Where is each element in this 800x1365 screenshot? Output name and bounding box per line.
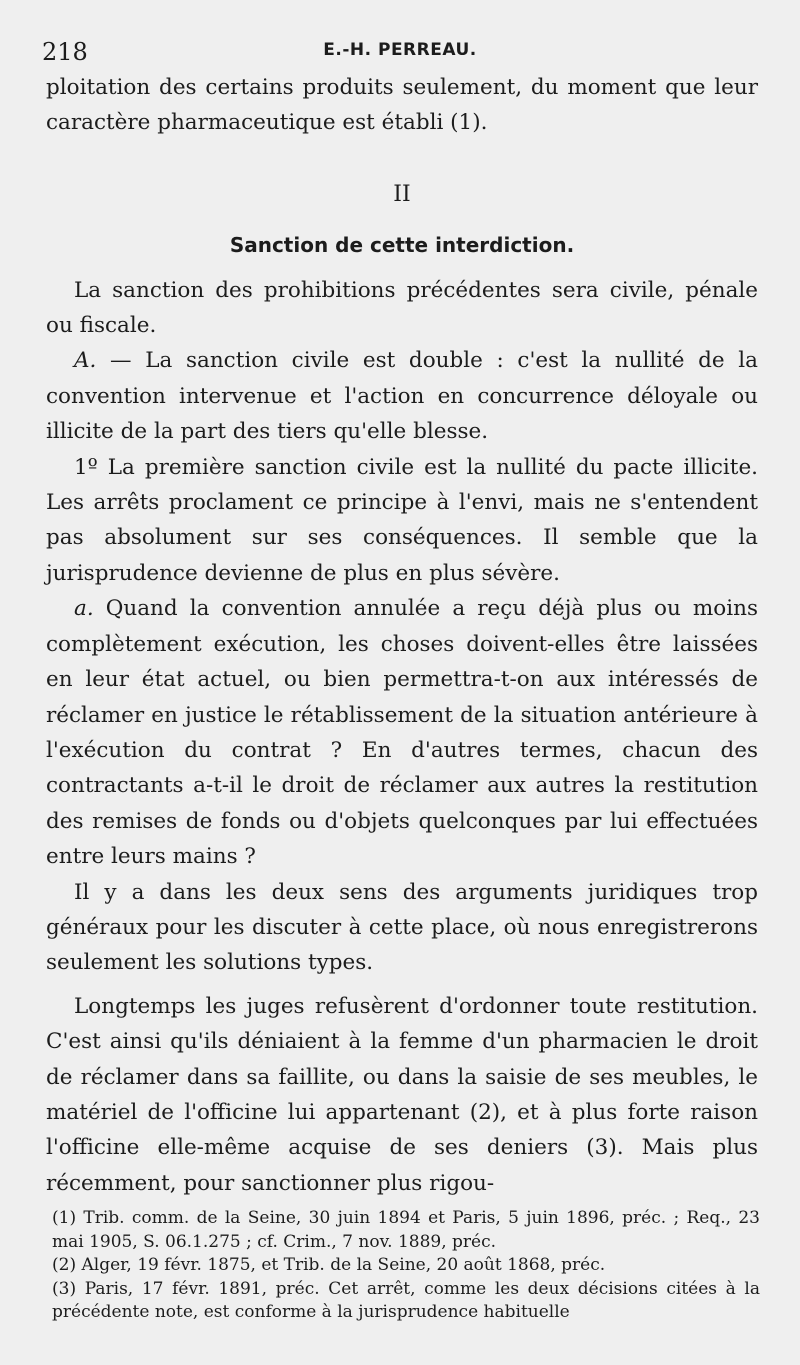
paragraph-text: Quand la convention annulée a reçu déjà plus ou moins complètement exécution, les choses doivent-elles être laissées en leur état actuel, ou bien permettra-t-on aux intéressés de réclamer en justice le rétablissement de la situation antérieure à l'exécution du contrat ? En d'autres termes, chacun des contractants a-t-il le droit de réclamer aux autres la restitution des remises de fonds ou d'objets quelconques par lui effectuées entre leurs mains ?: [46, 596, 758, 870]
paragraph: Longtemps les juges refusèrent d'ordonner toute restitution. C'est ainsi qu'ils déniaient à la femme d'un pharmacien le droit de réclamer dans sa faillite, ou dans la saisie de ses meubles, le matériel de l'officine lui appartenant (2), et à plus forte raison l'officine elle-même acquise de ses deniers (3). Mais plus récemment, pour sanctionner plus rigou-: [46, 993, 758, 1196]
paragraph: [46, 343, 758, 449]
footnotes: [52, 1207, 760, 1325]
paragraph-marker: A.: [74, 348, 97, 374]
paragraph: 1º La première sanction civile est la nullité du pacte illicite. Les arrêts proclament ce principe à l'envi, mais ne s'entendent pas absolument sur ses conséquences. Il semble que la jurisprudence devienne de plus en plus sévère.: [46, 454, 758, 586]
footnote: (1) Trib. comm. de la Seine, 30 juin 1894 et Paris, 5 juin 1896, préc. ; Req., 23 mai 1905, S. 06.1.275 ; cf. Crim., 7 nov. 1889, préc.: [52, 1208, 760, 1252]
footnote: (3) Paris, 17 févr. 1891, préc. Cet arrêt, comme les deux décisions citées à la précédente note, est conforme à la jurisprudence habituelle: [52, 1278, 760, 1322]
section-title: Sanction de cette interdiction.: [229, 233, 575, 258]
paragraph: [46, 591, 758, 874]
paragraph-marker: a.: [74, 596, 94, 622]
page-number: 218: [42, 38, 88, 66]
paragraph-text: — La sanction civile est double : c'est la nullité de la convention intervenue et l'action en concurrence déloyale ou illicite de la part des tiers qu'elle blesse.: [46, 348, 758, 445]
running-head: E.-H. PERREAU.: [323, 40, 477, 60]
paragraph-continued: ploitation des certains produits seulement, du moment que leur caractère pharmaceutique est établi (1).: [46, 75, 758, 136]
section-number: II: [393, 181, 411, 207]
main-text: [46, 70, 758, 1201]
paragraph: Il y a dans les deux sens des arguments juridiques trop généraux pour les discuter à cette place, où nous enregistrerons seulement les solutions types.: [46, 879, 758, 976]
footnote: (2) Alger, 19 févr. 1875, et Trib. de la Seine, 20 août 1868, préc.: [52, 1255, 606, 1275]
paragraph: La sanction des prohibitions précédentes sera civile, pénale ou fiscale.: [46, 277, 758, 339]
page-header: [0, 34, 800, 70]
